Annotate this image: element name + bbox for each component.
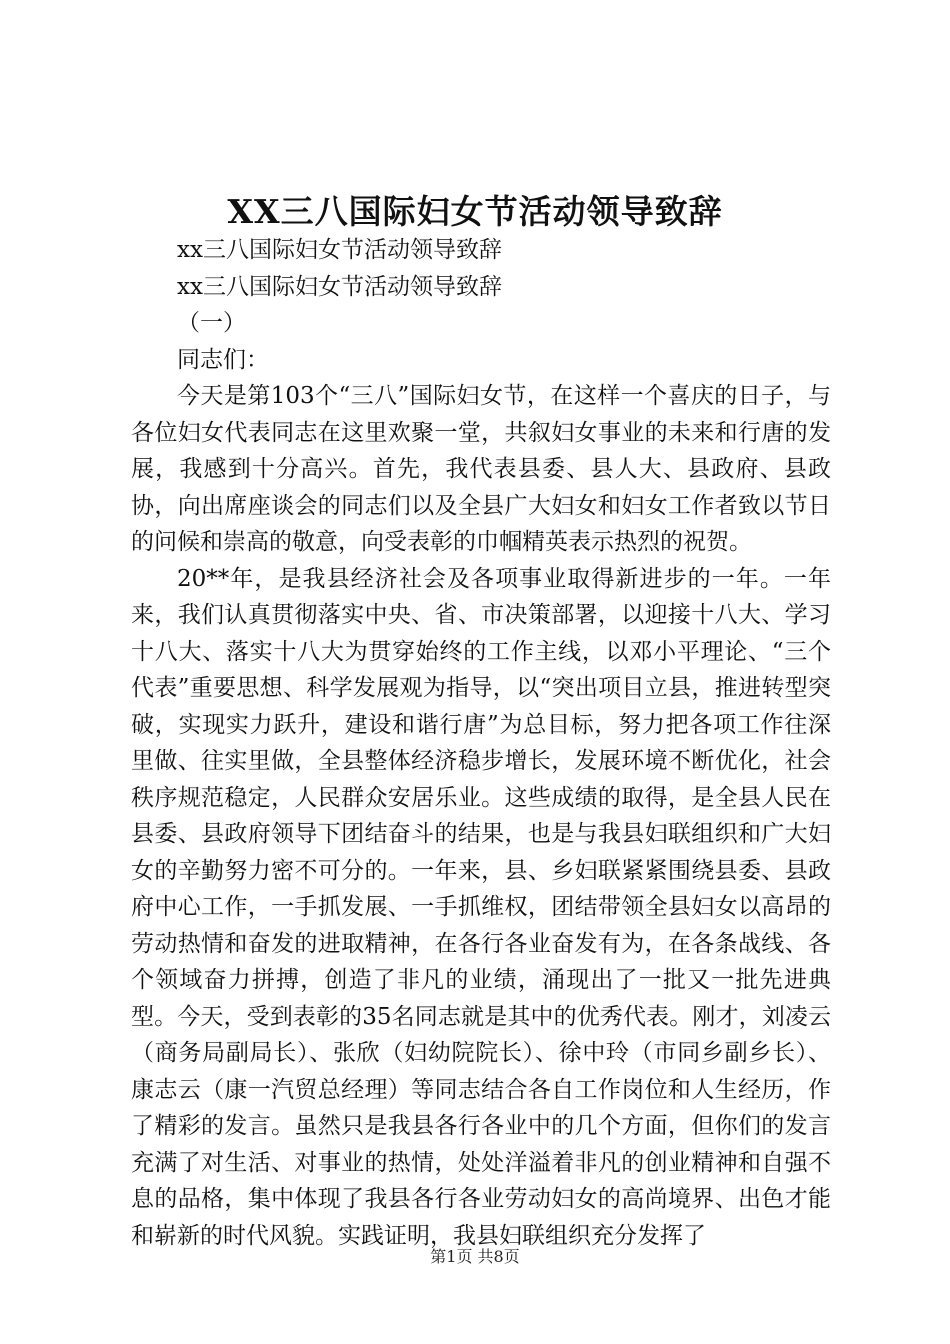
- paragraph: 今天是第103个“三八”国际妇女节，在这样一个喜庆的日子，与各位妇女代表同志在这里欢聚一堂，共叙妇女事业的未来和行唐的发展，我感到十分高兴。首先，我代表县委、县人大、县政府、县政协，向出席座谈会的同志们以及全县广大妇女和妇女工作者致以节日的问候和崇高的敬意，向受表彰的巾帼精英表示热烈的祝贺。: [131, 383, 831, 555]
- document-title: XX三八国际妇女节活动领导致辞: [227, 192, 723, 231]
- document-body: [131, 232, 831, 1254]
- paragraph: 20**年，是我县经济社会及各项事业取得新进步的一年。一年来，我们认真贯彻落实中央、省、市决策部署，以迎接十八大、学习十八大、落实十八大为贯穿始终的工作主线，以邓小平理论、“三个代表”重要思想、科学发展观为指导，以“突出项目立县，推进转型突破，实现实力跃升，建设和谐行唐”为总目标，努力把各项工作往深里做、往实里做，全县整体经济稳步增长，发展环境不断优化，社会秩序规范稳定，人民群众安居乐业。这些成绩的取得，是全县人民在县委、县政府领导下团结奋斗的结果，也是与我县妇联组织和广大妇女的辛勤努力密不可分的。一年来，县、乡妇联紧紧围绕县委、县政府中心工作，一手抓发展、一手抓维权，团结带领全县妇女以高昂的劳动热情和奋发的进取精神，在各行各业奋发有为，在各条战线、各个领域奋力拼搏，创造了非凡的业绩，涌现出了一批又一批先进典型。今天，受到表彰的35名同志就是其中的优秀代表。刚才，刘凌云（商务局副局长）、张欣（妇幼院院长）、徐中玲（市同乡副乡长）、康志云（康一汽贸总经理）等同志结合各自工作岗位和人生经历，作了精彩的发言。虽然只是我县各行各业中的几个方面，但你们的发言充满了对生活、对事业的热情，处处洋溢着非凡的创业精神和自强不息的品格，集中体现了我县各行各业劳动妇女的高尚境界、出色才能和崭新的时代风貌。实践证明，我县妇联组织充分发挥了: [131, 565, 831, 1249]
- salutation: 同志们：: [177, 346, 269, 373]
- subtitle-line: xx三八国际妇女节活动领导致辞: [177, 273, 502, 300]
- subtitle-line: xx三八国际妇女节活动领导致辞: [177, 237, 502, 263]
- section-marker: （一）: [177, 310, 246, 336]
- page-footer: 第1页 共8页: [430, 1247, 520, 1266]
